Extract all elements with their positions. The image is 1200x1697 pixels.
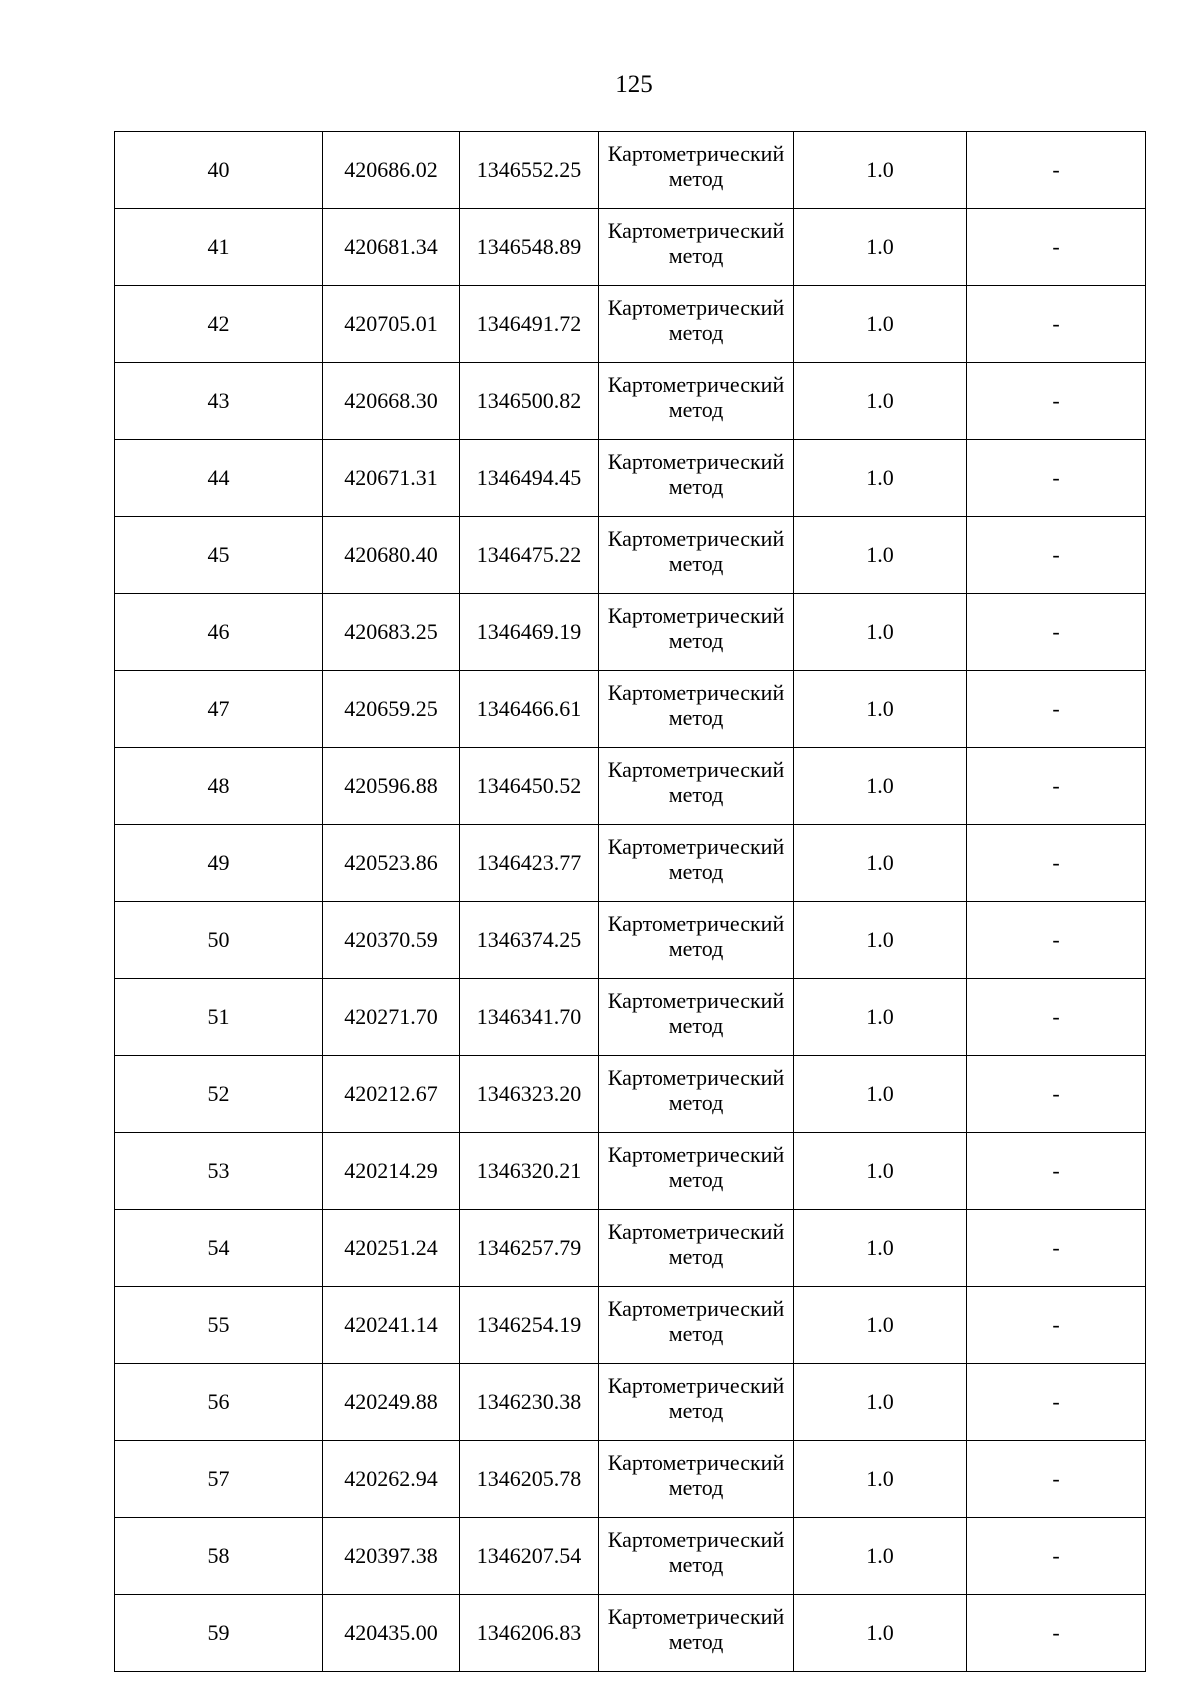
- x-coordinate-cell: 420241.14: [323, 1287, 460, 1364]
- table-row: [115, 979, 1146, 1056]
- point-number-cell: 49: [115, 825, 323, 902]
- method-line-2: метод: [668, 1090, 724, 1115]
- method-cell: [599, 132, 794, 209]
- accuracy-cell: 1.0: [794, 748, 967, 825]
- x-coordinate-cell: 420397.38: [323, 1518, 460, 1595]
- note-cell: -: [967, 1518, 1146, 1595]
- method-line-2: метод: [668, 1552, 724, 1577]
- method-cell: [599, 1056, 794, 1133]
- method-line-1: Картометрический: [607, 1065, 785, 1090]
- accuracy-cell: 1.0: [794, 1595, 967, 1672]
- accuracy-cell: 1.0: [794, 979, 967, 1056]
- method-line-1: Картометрический: [607, 1527, 785, 1552]
- y-coordinate-cell: 1346257.79: [460, 1210, 599, 1287]
- note-cell: -: [967, 132, 1146, 209]
- x-coordinate-cell: 420214.29: [323, 1133, 460, 1210]
- note-cell: -: [967, 825, 1146, 902]
- note-cell: -: [967, 671, 1146, 748]
- method-line-2: метод: [668, 397, 724, 422]
- note-cell: -: [967, 902, 1146, 979]
- method-line-1: Картометрический: [607, 1219, 785, 1244]
- method-cell: [599, 1210, 794, 1287]
- note-cell: -: [967, 1364, 1146, 1441]
- method-cell: [599, 209, 794, 286]
- table-row: [115, 1210, 1146, 1287]
- note-cell: -: [967, 979, 1146, 1056]
- y-coordinate-cell: 1346206.83: [460, 1595, 599, 1672]
- table-row: [115, 825, 1146, 902]
- method-cell: [599, 363, 794, 440]
- method-cell: [599, 1287, 794, 1364]
- accuracy-cell: 1.0: [794, 594, 967, 671]
- method-line-1: Картометрический: [607, 1450, 785, 1475]
- y-coordinate-cell: 1346320.21: [460, 1133, 599, 1210]
- y-coordinate-cell: 1346494.45: [460, 440, 599, 517]
- x-coordinate-cell: 420683.25: [323, 594, 460, 671]
- method-cell: [599, 1441, 794, 1518]
- y-coordinate-cell: 1346230.38: [460, 1364, 599, 1441]
- y-coordinate-cell: 1346423.77: [460, 825, 599, 902]
- note-cell: -: [967, 517, 1146, 594]
- table-row: [115, 1595, 1146, 1672]
- accuracy-cell: 1.0: [794, 1441, 967, 1518]
- note-cell: -: [967, 209, 1146, 286]
- table-row: [115, 286, 1146, 363]
- x-coordinate-cell: 420596.88: [323, 748, 460, 825]
- y-coordinate-cell: 1346374.25: [460, 902, 599, 979]
- method-line-2: метод: [668, 936, 724, 961]
- x-coordinate-cell: 420680.40: [323, 517, 460, 594]
- table-row: [115, 594, 1146, 671]
- y-coordinate-cell: 1346548.89: [460, 209, 599, 286]
- method-line-1: Картометрический: [607, 218, 785, 243]
- point-number-cell: 40: [115, 132, 323, 209]
- point-number-cell: 52: [115, 1056, 323, 1133]
- accuracy-cell: 1.0: [794, 1210, 967, 1287]
- x-coordinate-cell: 420262.94: [323, 1441, 460, 1518]
- accuracy-cell: 1.0: [794, 1133, 967, 1210]
- method-line-1: Картометрический: [607, 1142, 785, 1167]
- point-number-cell: 47: [115, 671, 323, 748]
- method-cell: [599, 517, 794, 594]
- x-coordinate-cell: 420671.31: [323, 440, 460, 517]
- table-row: [115, 132, 1146, 209]
- method-line-2: метод: [668, 1013, 724, 1038]
- point-number-cell: 43: [115, 363, 323, 440]
- table-row: [115, 1364, 1146, 1441]
- method-line-2: метод: [668, 1321, 724, 1346]
- accuracy-cell: 1.0: [794, 517, 967, 594]
- method-line-2: метод: [668, 1167, 724, 1192]
- point-number-cell: 56: [115, 1364, 323, 1441]
- note-cell: -: [967, 363, 1146, 440]
- note-cell: -: [967, 594, 1146, 671]
- method-cell: [599, 1364, 794, 1441]
- note-cell: -: [967, 1441, 1146, 1518]
- accuracy-cell: 1.0: [794, 286, 967, 363]
- note-cell: -: [967, 1595, 1146, 1672]
- method-line-2: метод: [668, 782, 724, 807]
- y-coordinate-cell: 1346207.54: [460, 1518, 599, 1595]
- x-coordinate-cell: 420705.01: [323, 286, 460, 363]
- x-coordinate-cell: 420251.24: [323, 1210, 460, 1287]
- method-cell: [599, 902, 794, 979]
- y-coordinate-cell: 1346475.22: [460, 517, 599, 594]
- table-row: [115, 1287, 1146, 1364]
- point-number-cell: 53: [115, 1133, 323, 1210]
- table-row: [115, 902, 1146, 979]
- y-coordinate-cell: 1346491.72: [460, 286, 599, 363]
- method-cell: [599, 748, 794, 825]
- method-line-2: метод: [668, 1398, 724, 1423]
- accuracy-cell: 1.0: [794, 902, 967, 979]
- accuracy-cell: 1.0: [794, 1287, 967, 1364]
- method-line-2: метод: [668, 705, 724, 730]
- accuracy-cell: 1.0: [794, 1518, 967, 1595]
- y-coordinate-cell: 1346466.61: [460, 671, 599, 748]
- method-cell: [599, 979, 794, 1056]
- table-row: [115, 671, 1146, 748]
- note-cell: -: [967, 1210, 1146, 1287]
- y-coordinate-cell: 1346500.82: [460, 363, 599, 440]
- method-line-1: Картометрический: [607, 526, 785, 551]
- table-row: [115, 209, 1146, 286]
- x-coordinate-cell: 420668.30: [323, 363, 460, 440]
- method-line-1: Картометрический: [607, 680, 785, 705]
- y-coordinate-cell: 1346450.52: [460, 748, 599, 825]
- method-line-2: метод: [668, 243, 724, 268]
- method-line-2: метод: [668, 320, 724, 345]
- method-cell: [599, 1133, 794, 1210]
- point-number-cell: 59: [115, 1595, 323, 1672]
- method-line-1: Картометрический: [607, 988, 785, 1013]
- point-number-cell: 48: [115, 748, 323, 825]
- method-line-1: Картометрический: [607, 834, 785, 859]
- note-cell: -: [967, 1287, 1146, 1364]
- x-coordinate-cell: 420523.86: [323, 825, 460, 902]
- method-line-1: Картометрический: [607, 1604, 785, 1629]
- method-line-2: метод: [668, 1244, 724, 1269]
- y-coordinate-cell: 1346205.78: [460, 1441, 599, 1518]
- method-line-1: Картометрический: [607, 1373, 785, 1398]
- y-coordinate-cell: 1346323.20: [460, 1056, 599, 1133]
- y-coordinate-cell: 1346254.19: [460, 1287, 599, 1364]
- table-row: [115, 1518, 1146, 1595]
- method-line-2: метод: [668, 166, 724, 191]
- method-cell: [599, 825, 794, 902]
- method-line-2: метод: [668, 859, 724, 884]
- method-line-1: Картометрический: [607, 372, 785, 397]
- y-coordinate-cell: 1346469.19: [460, 594, 599, 671]
- coordinates-table-body: [115, 132, 1146, 1672]
- point-number-cell: 54: [115, 1210, 323, 1287]
- point-number-cell: 51: [115, 979, 323, 1056]
- method-line-1: Картометрический: [607, 603, 785, 628]
- table-row: [115, 1133, 1146, 1210]
- point-number-cell: 57: [115, 1441, 323, 1518]
- table-row: [115, 517, 1146, 594]
- accuracy-cell: 1.0: [794, 363, 967, 440]
- point-number-cell: 44: [115, 440, 323, 517]
- method-line-2: метод: [668, 1475, 724, 1500]
- point-number-cell: 50: [115, 902, 323, 979]
- method-line-2: метод: [668, 474, 724, 499]
- method-cell: [599, 671, 794, 748]
- page-number: 125: [615, 71, 653, 98]
- method-line-1: Картометрический: [607, 141, 785, 166]
- accuracy-cell: 1.0: [794, 1364, 967, 1441]
- method-cell: [599, 594, 794, 671]
- x-coordinate-cell: 420271.70: [323, 979, 460, 1056]
- method-line-2: метод: [668, 628, 724, 653]
- point-number-cell: 55: [115, 1287, 323, 1364]
- table-row: [115, 1441, 1146, 1518]
- method-line-2: метод: [668, 551, 724, 576]
- method-line-1: Картометрический: [607, 757, 785, 782]
- y-coordinate-cell: 1346552.25: [460, 132, 599, 209]
- method-cell: [599, 440, 794, 517]
- note-cell: -: [967, 440, 1146, 517]
- accuracy-cell: 1.0: [794, 825, 967, 902]
- method-line-1: Картометрический: [607, 449, 785, 474]
- method-cell: [599, 1595, 794, 1672]
- method-line-1: Картометрический: [607, 911, 785, 936]
- x-coordinate-cell: 420370.59: [323, 902, 460, 979]
- x-coordinate-cell: 420659.25: [323, 671, 460, 748]
- method-line-2: метод: [668, 1629, 724, 1654]
- method-cell: [599, 286, 794, 363]
- accuracy-cell: 1.0: [794, 1056, 967, 1133]
- x-coordinate-cell: 420435.00: [323, 1595, 460, 1672]
- coordinates-table: [114, 131, 1146, 1672]
- y-coordinate-cell: 1346341.70: [460, 979, 599, 1056]
- table-row: [115, 363, 1146, 440]
- accuracy-cell: 1.0: [794, 671, 967, 748]
- point-number-cell: 58: [115, 1518, 323, 1595]
- point-number-cell: 42: [115, 286, 323, 363]
- method-line-1: Картометрический: [607, 1296, 785, 1321]
- table-row: [115, 440, 1146, 517]
- x-coordinate-cell: 420249.88: [323, 1364, 460, 1441]
- note-cell: -: [967, 1056, 1146, 1133]
- accuracy-cell: 1.0: [794, 440, 967, 517]
- point-number-cell: 46: [115, 594, 323, 671]
- note-cell: -: [967, 1133, 1146, 1210]
- point-number-cell: 45: [115, 517, 323, 594]
- x-coordinate-cell: 420681.34: [323, 209, 460, 286]
- table-row: [115, 748, 1146, 825]
- note-cell: -: [967, 748, 1146, 825]
- point-number-cell: 41: [115, 209, 323, 286]
- x-coordinate-cell: 420212.67: [323, 1056, 460, 1133]
- accuracy-cell: 1.0: [794, 132, 967, 209]
- method-cell: [599, 1518, 794, 1595]
- method-line-1: Картометрический: [607, 295, 785, 320]
- table-row: [115, 1056, 1146, 1133]
- x-coordinate-cell: 420686.02: [323, 132, 460, 209]
- note-cell: -: [967, 286, 1146, 363]
- accuracy-cell: 1.0: [794, 209, 967, 286]
